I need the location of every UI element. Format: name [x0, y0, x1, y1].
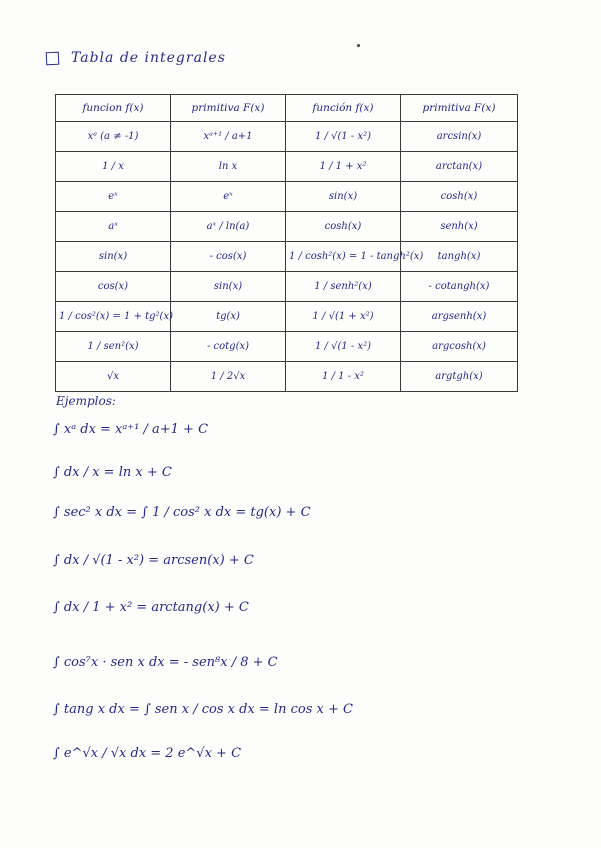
table-cell: sin(x) [171, 272, 286, 302]
example-formula: ∫ dx / √(1 - x²) = arcsen(x) + C [53, 553, 254, 568]
table-cell: - cotangh(x) [401, 272, 518, 302]
table-row [56, 212, 518, 242]
table-cell: tg(x) [171, 302, 286, 332]
example-formula: ∫ cos⁷x · sen x dx = - sen⁸x / 8 + C [53, 655, 278, 670]
table-cell: - cotg(x) [171, 332, 286, 362]
table-cell: xᵃ⁺¹ / a+1 [171, 122, 286, 152]
example-formula: ∫ dx / x = ln x + C [53, 465, 172, 480]
table-row [56, 242, 518, 272]
table-row [56, 272, 518, 302]
example-formula: ∫ dx / 1 + x² = arctang(x) + C [53, 600, 249, 615]
table-cell: argcosh(x) [401, 332, 518, 362]
table-row [56, 332, 518, 362]
examples-heading: Ejemplos: [56, 394, 116, 408]
table-cell: 1 / √(1 - x²) [286, 332, 401, 362]
table-header-row [56, 95, 518, 122]
header-function: funcion f(x) [56, 95, 171, 122]
table-cell: 1 / 2√x [171, 362, 286, 392]
table-cell: cosh(x) [286, 212, 401, 242]
header-primitive-2: primitiva F(x) [401, 95, 518, 122]
table-cell: 1 / cos²(x) = 1 + tg²(x) [56, 302, 171, 332]
table-cell: cos(x) [56, 272, 171, 302]
example-formula: ∫ sec² x dx = ∫ 1 / cos² x dx = tg(x) + C [53, 505, 311, 520]
table-cell: 1 / √(1 + x²) [286, 302, 401, 332]
table-cell: sin(x) [56, 242, 171, 272]
page-title: Tabla de integrales [71, 50, 226, 66]
table-cell: arcsin(x) [401, 122, 518, 152]
example-formula: ∫ e^√x / √x dx = 2 e^√x + C [53, 746, 242, 761]
table-cell: xᵃ (a ≠ -1) [56, 122, 171, 152]
example-formula: ∫ xᵃ dx = xᵃ⁺¹ / a+1 + C [53, 422, 209, 437]
table-cell: 1 / sen²(x) [56, 332, 171, 362]
table-cell: argsenh(x) [401, 302, 518, 332]
table-cell: ln x [171, 152, 286, 182]
example-formula: ∫ tang x dx = ∫ sen x / cos x dx = ln cos x + C [53, 702, 353, 717]
table-cell: arctan(x) [401, 152, 518, 182]
header-primitive: primitiva F(x) [171, 95, 286, 122]
table-cell: tangh(x) [401, 242, 518, 272]
table-cell: eˣ [171, 182, 286, 212]
ink-dot [357, 44, 360, 47]
table-cell: aˣ / ln(a) [171, 212, 286, 242]
table-cell: √x [56, 362, 171, 392]
table-cell: 1 / √(1 - x²) [286, 122, 401, 152]
table-cell: argtgh(x) [401, 362, 518, 392]
table-cell: aˣ [56, 212, 171, 242]
table-row [56, 152, 518, 182]
table-cell: 1 / x [56, 152, 171, 182]
table-row [56, 362, 518, 392]
table-cell: 1 / 1 + x² [286, 152, 401, 182]
table-row [56, 302, 518, 332]
table-cell: cosh(x) [401, 182, 518, 212]
table-cell: eˣ [56, 182, 171, 212]
table-cell: senh(x) [401, 212, 518, 242]
checkbox-icon [46, 51, 60, 65]
table-cell: 1 / cosh²(x) = 1 - tangh²(x) [286, 242, 401, 272]
table-cell: sin(x) [286, 182, 401, 212]
title-row [46, 50, 226, 66]
table-cell: - cos(x) [171, 242, 286, 272]
table-cell: 1 / senh²(x) [286, 272, 401, 302]
table-cell: 1 / 1 - x² [286, 362, 401, 392]
integrals-table [55, 94, 518, 392]
table-row [56, 182, 518, 212]
header-function-2: función f(x) [286, 95, 401, 122]
table-row [56, 122, 518, 152]
